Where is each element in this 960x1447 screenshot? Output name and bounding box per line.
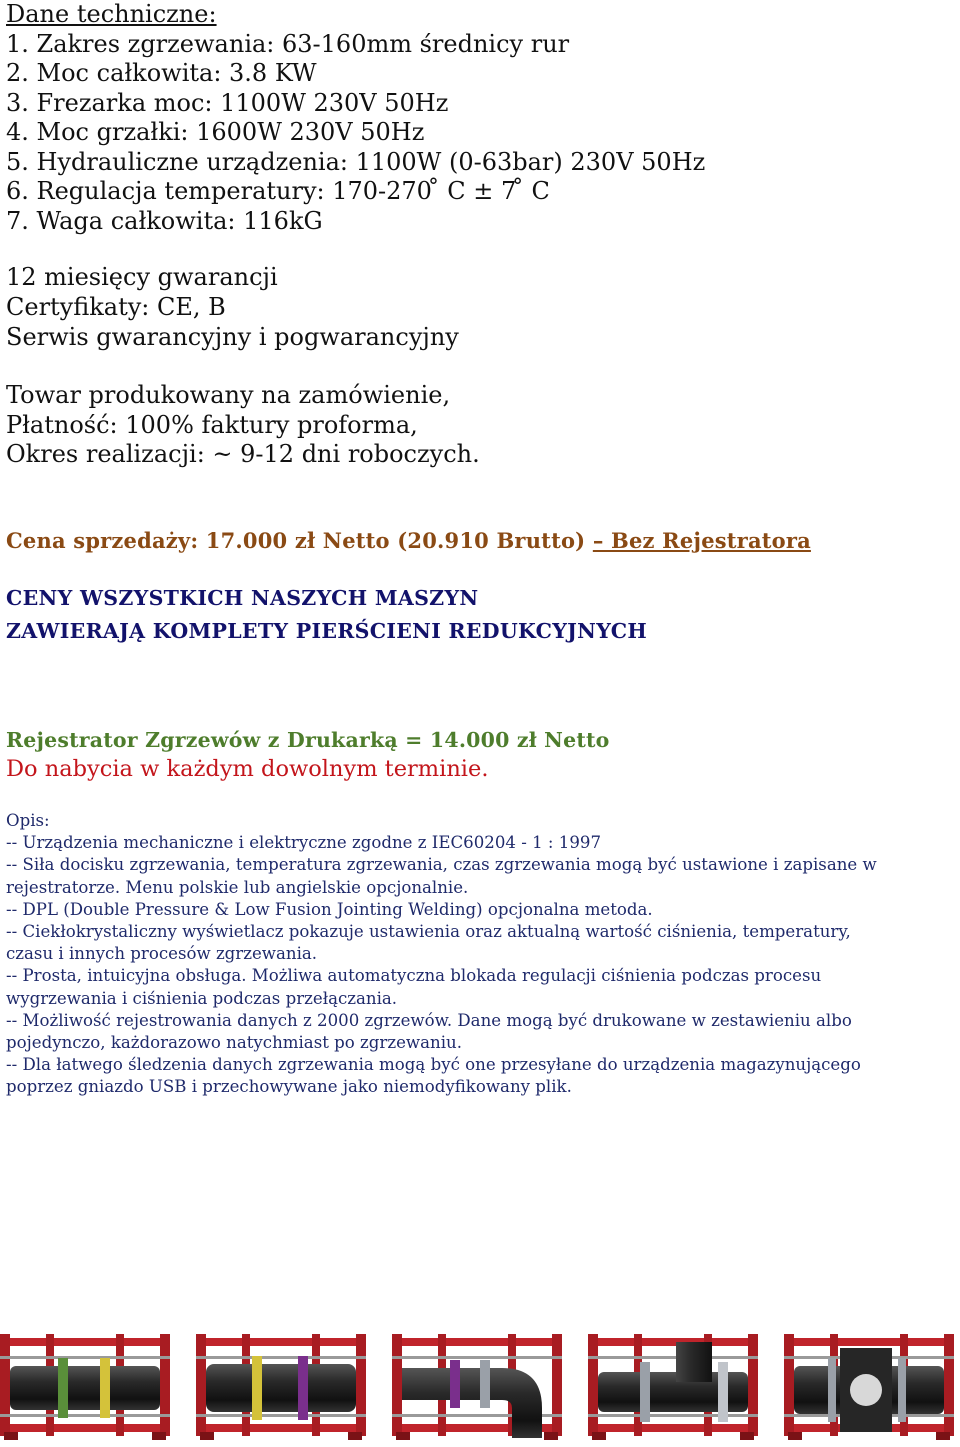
order-type-line: Towar produkowany na zamówienie,	[6, 381, 451, 409]
notice-line: ZAWIERAJĄ KOMPLETY PIERŚCIENI REDUKCYJNYCH	[6, 619, 648, 643]
machine-straight-pipe	[0, 1334, 170, 1440]
description-line: poprzez gniazdo USB i przechowywane jako niemodyfikowany plik.	[6, 1077, 572, 1097]
recorder-availability: Do nabycia w każdym dowolnym terminie.	[6, 756, 489, 782]
sale-price-suffix: – Bez Rejestratora	[592, 528, 811, 553]
warranty-line: 12 miesięcy gwarancji	[6, 263, 278, 291]
spec-item: 1. Zakres zgrzewania: 63-160mm średnicy rur	[6, 29, 570, 58]
certificates-line: Certyfikaty: CE, B	[6, 293, 226, 321]
machine-straight-pipe-long	[196, 1334, 366, 1440]
spec-item: 2. Moc całkowita: 3.8 KW	[6, 59, 317, 87]
description-title: Opis:	[6, 811, 50, 830]
description-line: -- Siła docisku zgrzewania, temperatura zgrzewania, czas zgrzewania mogą być ustawione i zapisane w	[6, 855, 877, 875]
sale-price-main: Cena sprzedaży: 17.000 zł Netto (20.910 Brutto)	[6, 528, 593, 553]
order-info	[6, 381, 480, 470]
description-line: -- Ciekłokrystaliczny wyświetlacz pokazuje ustawienia oraz aktualną wartość ciśnienia, temperatury,	[6, 922, 851, 942]
description-line: -- Możliwość rejestrowania danych z 2000 zgrzewów. Dane mogą być drukowane w zestawieniu albo	[6, 1010, 852, 1030]
warranty-info	[6, 262, 459, 352]
description	[6, 810, 956, 1099]
spec-item: 7. Waga całkowita: 116kG	[6, 206, 323, 235]
description-line: wygrzewania i ciśnienia podczas przełączania.	[6, 988, 398, 1008]
machine-tee-pipe	[588, 1334, 758, 1440]
machine-cross-pipe	[784, 1334, 954, 1440]
machine-elbow-pipe	[392, 1334, 562, 1440]
description-line: pojedynczo, każdorazowo natychmiast po zgrzewaniu.	[6, 1033, 462, 1053]
description-line: czasu i innych procesów zgrzewania.	[6, 944, 318, 964]
service-line: Serwis gwarancyjny i pogwarancyjny	[6, 323, 459, 351]
description-line: -- Urządzenia mechaniczne i elektryczne zgodne z IEC60204 - 1 : 1997	[6, 833, 602, 853]
notice-line: CENY WSZYSTKICH NASZYCH MASZYN	[6, 586, 479, 610]
technical-specs	[6, 0, 705, 236]
payment-line: Płatność: 100% faktury proforma,	[6, 410, 418, 439]
reduction-rings-notice	[6, 582, 647, 648]
specs-heading: Dane techniczne:	[6, 0, 217, 28]
spec-item: 5. Hydrauliczne urządzenia: 1100W (0-63bar) 230V 50Hz	[6, 147, 706, 176]
spec-item: 3. Frezarka moc: 1100W 230V 50Hz	[6, 88, 449, 117]
sale-price	[6, 528, 811, 553]
description-line: -- Prosta, intuicyjna obsługa. Możliwa automatyczna blokada regulacji ciśnienia podczas procesu	[6, 966, 822, 986]
spec-item: 4. Moc grzałki: 1600W 230V 50Hz	[6, 118, 425, 146]
description-line: -- Dla łatwego śledzenia danych zgrzewania mogą być one przesyłane do urządzenia magazynującego	[6, 1055, 861, 1075]
description-line: rejestratorze. Menu polskie lub angielskie opcjonalnie.	[6, 877, 469, 897]
recorder-price: Rejestrator Zgrzewów z Drukarką = 14.000 zł Netto	[6, 728, 610, 752]
description-line: -- DPL (Double Pressure & Low Fusion Jointing Welding) opcjonalna metoda.	[6, 899, 653, 919]
spec-item: 6. Regulacja temperatury: 170-270 ̊ C ± 7 ̊ C	[6, 177, 550, 205]
machine-illustrations	[0, 1328, 960, 1447]
lead-time-line: Okres realizacji: ~ 9-12 dni roboczych.	[6, 440, 480, 468]
